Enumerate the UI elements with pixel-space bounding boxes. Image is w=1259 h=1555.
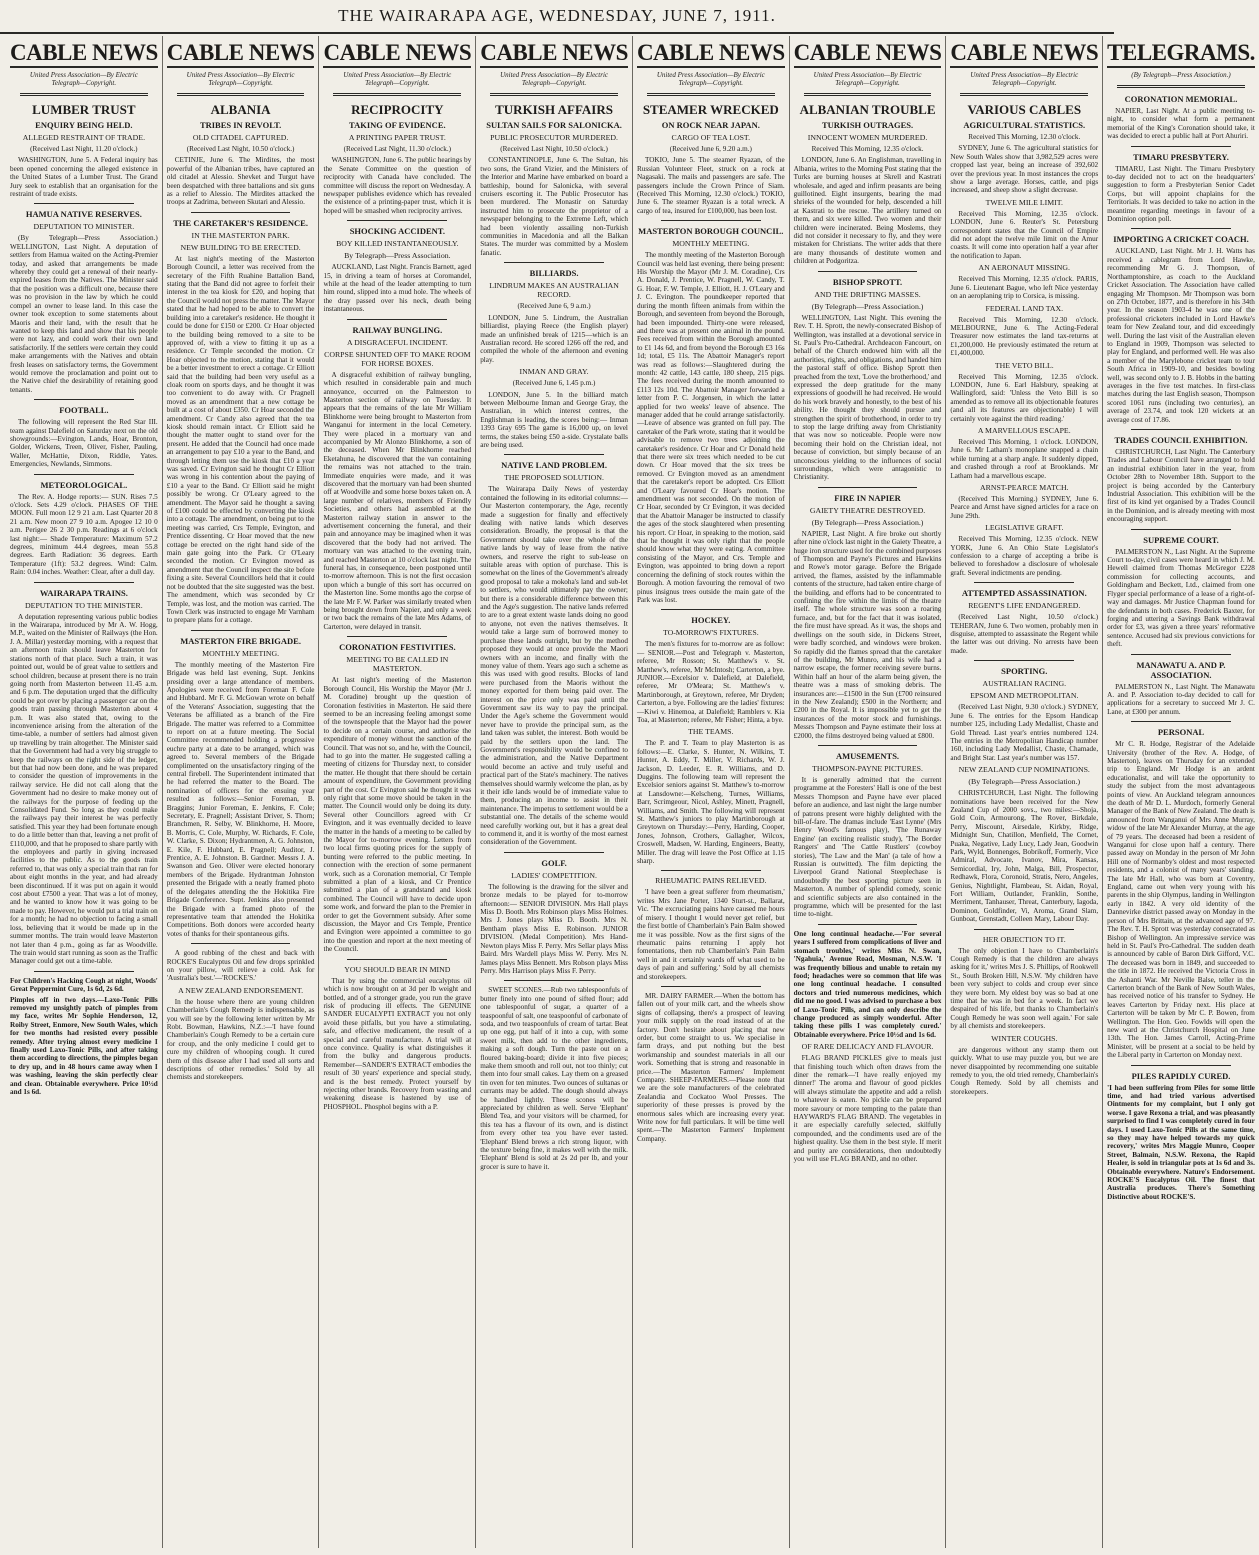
article-text: The following will represent the Red Star III. team against Dalefield on Saturday next on the old showgrounds:—Evington, Lands, Hoar, Bronton, Golder, Wickens, Treen, Oliver, Fisher, Pauling, Waller, McHattie, Dixon, Riddle, Yates. Emergencies, Newlands, Simmons.	[10, 418, 158, 469]
article-text: (Received This Morning.) SYDNEY, June 6. Pearce and Arnst have signed articles for a race on June 29th.	[950, 495, 1099, 520]
divider	[347, 319, 447, 320]
column-title: CABLE NEWS	[950, 40, 1098, 68]
headline: BISHOP SPROTT.	[832, 276, 903, 287]
subheadline: AGRICULTURAL STATISTICS.	[963, 120, 1086, 130]
advertisement: 'I have been a great sufferer from rheumatism,' writes Mrs Jane Porter, 1340 Sturt-st., Ballarat, Vic. 'The excruciating pains have caused me hours of misery. I thought I would never get relief, but the first bottle of Chamberlain's Pain Balm showed me it was possible. Now as the first signs of the rheumatic pains returning I apply hot fomentations, then rub Chamberlain's Pain Balm well in and it certainly wards off what used to be days of pain and suffering.' Sold by all chemists and storekeepers.	[636, 888, 785, 981]
column-title: CABLE NEWS	[10, 40, 158, 68]
column-title: CABLE NEWS	[637, 40, 785, 68]
divider	[504, 262, 604, 263]
headline: CORONATION FESTIVITIES.	[339, 642, 456, 653]
divider	[347, 636, 447, 637]
article-text: A disgraceful exhibition of railway bungling, which resulted in considerable pain and much annoyance, occurred on the Palmerston to Masterton section of railway on Tuesday. It appears that the remains of the late Mr William Blinkhorne were being brought to Masterton from Wanganui for interment in the local Cemetery. They were placed in a mortuary van and accompanied by Mr Alonzo Blinkhorne, a son of the deceased. When Mr Blinkhorne reached Eketahuna, he discovered that the van containing the remains was not attached to the train. Immediate enquiries were made, and it was discovered that the mortuary van had been shunted off at Woodville and some horse boxes taken on. A large number of relatives, members of Friendly Societies, and others had assembled at the Masterton railway station in answer to the advertisement concerning the funeral, and their pain and annoyance may be imagined when it was discovered that the body had not arrived. The mortuary van was attached to the evening train, and reached Masterton at 10 o'clock last night. The funeral has, in consequence, been postponed until to-morrow afternoon. This is not the first occasion upon which a bungle of this sort has occurred on the Masterton line. Some months ago the corpse of the late Mr F. W. Parker was similarly treated when being brought down from Napier, and only a week or two back the remains of the late Mrs Adams, of Carterton, were delayed in transit.	[323, 370, 472, 631]
credit-line: United Press Association—By Electric Telegraph—Copyright.	[656, 71, 765, 87]
headline: TRADES COUNCIL EXHIBITION.	[1114, 435, 1248, 445]
divider	[960, 93, 1088, 96]
divider	[661, 220, 761, 221]
headline: A NEW ZEALAND ENDORSEMENT.	[178, 985, 304, 995]
subheadline: A DISGRACEFUL INCIDENT.	[346, 337, 448, 347]
divider	[34, 474, 134, 475]
headline: YOU SHOULD BEAR IN MIND	[344, 964, 451, 974]
subheadline: TURKISH OUTRAGES.	[821, 120, 914, 130]
divider	[818, 271, 918, 272]
subheadline: LADIES' COMPETITION.	[511, 870, 597, 880]
advertisement: SWEET SCONES.—Rub two tablespoonfuls of butter finely into one pound of sifted flour; add one tablespoonful of sugar, a quarter of a teaspoonful of salt, one teaspoonful of carbonate of soda, and two teaspoonfuls of cream of tartar. Beat up one egg, put half of it into a cup, with some sweet milk, then add to the other ingredients, making a soft dough. Turn the paste out on a floured baking-board; divide it into five pieces; make them smooth and roll out, not too thinly; cut them into four small cakes. Lay them on a greased tin oven for ten minutes. Two ounces of sultanas or currants may be added. The dough should always be handled lightly. These scones will be appreciated by children as well. Serve 'Elephant' Blend Tea, and your visitors will be charmed, for this tea has a flavour of its own, and is distinct from every other tea you have ever tasted. 'Elephant' Blend brews a rich strong liquor, with the texture being fine, it makes well with the milk. 'Elephant' Blend is sold at 2s 2d per lb, and your grocer is sure to have it.	[480, 986, 628, 1171]
article-text: It is generally admitted that the current programme at the Foresters' Hall is one of the best Messrs Thompson and Payne have ever placed before an audience, and last night the large number of patrons present were highly delighted with the bill-of-fare. The dramas include 'East Lynne' (Mrs Henry Wood's famous play), 'The Runaway Engine' (an exciting realistic study), 'The Border Rangers' and 'The Cattle Rustlers' (cowboy stories), 'The Law and the Man' (a tale of how a Russian is outwitted). The film depicting the Liverpool Grand National Steeplechase is undoubtedly the best sporting picture seen in Masterton. A number of splendid comedy, scenic and scientific subjects are also contained in the programme, which will be presented for the last time to-night.	[793, 775, 942, 919]
article-text: The P. and T. Team to play Masterton is as follows:—E. Clarke, S. Hunter, N. Wilkins, T. Hunter, A. Eddy, T. Miller, V. Richards, W. J. Jackson, D. Leeder, E. R. Williams, and D. Duggins. The following team will represent the Excelsior seniors against St. Matthew's to-morrow at Lansdowne:—Kelscheng, Turnes, Williams, Barr, Scrimgeour, Nicol, Ashley, Minett, Pragnell, Williams, and Smith. The following will represent St. Matthew's juniors to play Martinborough at Greytown on Thursday:—Perry, Harding, Cooper, Jones, Johnson, Crothers, Gallagher, Wilcox, Croswell, Madsen, W. Harding, Engineers, Beatty, Miller. The drag will leave the Post Office at 1.15 sharp.	[636, 739, 785, 866]
article-text: The Rev. A. Hodge reports:— SUN. Rises 7.5 o'clock. Sets 4.29 o'clock. PHASES OF THE MOON. Full moon 12 9 21 a.m. Last Quarter 20 8 21 a.m. New moon 27 9 10 a.m. Apogee 12 10 0 a.m. Perigee 26 2 30 p.m. Readings at 6 o'clock last night:— Shade Temperature: Maximum 57.2 degrees, minimum 44.4 degrees, mean 55.8 degrees. Earth Radiation: 36 degrees. Earth Temperature (1ft): 53.2 degrees. Wind: Calm. Rain: 0.04 inches. Weather: Clear, after a dull day.	[10, 492, 158, 577]
dateline: (Received Last Night, 10.50 o'clock.)	[500, 145, 608, 153]
divider	[661, 609, 761, 610]
subheadline: ALLEGED RESTRAINT OF TRADE.	[22, 133, 146, 142]
headline: STEAMER WRECKED	[642, 102, 779, 117]
headline: METEOROLOGICAL.	[40, 479, 128, 490]
advertisement: In the house where there are young children Chamberlain's Cough Remedy is indispensable, as you will see by the following letter written by Mr Robt. Bowman, Hawkins, N.Z.:—'I have found Chamberlain's Cough Remedy to be a certain cure for croup, and the only medicine I could get to cure my children of whooping cough. It cured them of this disease after I had used all sorts and descriptions of other remedies.' Sold by all chemists and storekeepers.	[166, 997, 315, 1082]
article-text: CONSTANTINOPLE, June 6. The Sultan, his two sons, the Grand Vizier, and the Ministers of the Interior and Marine have embarked on board a battleship, bound for Salonicka, with several cruisers escorting it. The Public Prosecutor has been murdered. The Monastir on Saturday instructed him to prosecute the proprietor of a newspaper belonging to the Extreme Left, which had been violently assailing non-Turkish communities in Macedonia and all the Balkan States. The murder was committed by a Moslem fanatic.	[480, 156, 628, 257]
subheadline: ENQUIRY BEING HELD.	[35, 120, 133, 130]
article-text: (Received Last Night, 9.30 o'clock.) SYDNEY, June 6. The entries for the Epsom Handicap number 125, including Lady Medallist, Chaste and Gold Thread. Last year's entries numbered 124. The entries in the Metropolitan Handicap number 160, including Lady Medallist, Chaste, Chamade, and Bright Star. Last year's number was 157.	[950, 703, 1099, 762]
credit-line: United Press Association—By Electric Telegraph—Copyright.	[186, 71, 295, 87]
headline: AMUSEMENTS.	[836, 750, 900, 761]
article-text: Received This Morning, 12.35 o'clock. LONDON, June 6. Earl Halsbury, speaking at Wallingford, said: 'Unless the Veto Bill is so amended as to remove all its objectionable features (and all its features are objectionable) I will certainly vote against the third reading.'	[950, 372, 1099, 423]
dateline: (Received Last Night, 10.50 o'clock.)	[186, 145, 295, 153]
headline: MASTERTON BOROUGH COUNCIL.	[638, 226, 784, 237]
subheadline: TWELVE MILE LIMIT.	[985, 197, 1063, 207]
article-text: CHRISTCHURCH, Last Night. The following nominations have been received for the New Zealand Cup of 2000 sovs., two miles:—Shoja, Gold Coin, Armourong, The Rover, Birkdale, Perry, Miscount, Airsedale, Kirkby, Ridge, Midnight Sun, Chatillon, Menfield, The Cornet, Puaka, Negative, Lady Lucy, Lady Jean, Goodwin Park, Wyld, Bonnenges, Bobrikoff, Formerly, Vice Admiral, Advocate, Ivanov, Mira, Kansas, Semicordial, Iry, John, Malga, Bill, Prospector, Redhawk, Flora, Coronoid, Stratis, Nero, Angeles, Genius, Nightlight, Flambeau, St. Aidan, Royal, Fort William, Outlander, Franklin, Sonthe, Merriment, Tanhauser, Threat, Canterbury, Iagoda, Dominon, Goldfinder, Vi, Aroma, Grand Slam, Gunboat, Grenstadt, Colleen Mary, Labour Day.	[950, 789, 1099, 924]
subheadline: CARGO OF TEA LOST.	[671, 133, 751, 142]
subheadline: IN THE MASTERTON PARK.	[191, 230, 290, 240]
divider	[504, 980, 604, 981]
column-title: CABLE NEWS	[480, 40, 628, 68]
headline: OF RARE DELICACY AND FLAVOUR.	[801, 1042, 934, 1052]
subheadline: FEDERAL LAND TAX.	[985, 303, 1064, 313]
headline: PILES RAPIDLY CURED.	[1131, 1070, 1231, 1081]
subheadline: MEETING TO BE CALLED IN MASTERTON.	[346, 655, 449, 674]
advertisement: are dangerous without any stamp them out quickly. What to use may puzzle you, but we are never disappointed by recommending one suitable remedy to you, the old tried remedy, Chamberlain's Cough Remedy. Sold by all chemists and storekeepers.	[950, 1045, 1099, 1096]
advertisement: 'I had been suffering from Piles for some little time, and had tried various advertised Ointments for my complaint, but I only got worse. I gave Rexona a trial, and was pleasantly surprised to find I was completely cured in four days. I used Laxo-Tonic Pills at the same time, so they may have helped towards my quick recovery,' writes Mrs Maggie Munro, Cooper Street, Balmain, N.S.W. Rexona, the Rapid Healer, is sold in triangular pots at 1s 6d and 3s. Obtainable everywhere. Nature's Endorsement. ROCKE'S Eucalyptus Oil. The finest that Australia produces. There's Something Distinctive about ROCKE'S.	[1107, 1083, 1255, 1201]
masthead: THE WAIRARAPA AGE, WEDNESDAY, JUNE 7, 1911.	[0, 6, 1114, 34]
article-text: LONDON, June 6. An Englishman, travelling in Albania, writes to the Morning Post stating that the Turks are burning houses at Skrell and Kastrati wholesale, and aged and infirm peasants are being guillotined. Eight insurgents, bearing the mad shrieks of the wounded for help, descended a hill at Kastrati to the rescue. The artillery turned on them, and six were killed. Two women and their children were incinerated. Being Moslems, they did not consider it necessary to fly, and they were mistaken for Christians. The writer adds that there are many thousands of destitute women and children at Podgoritza.	[793, 156, 942, 266]
headline: GOLF.	[541, 857, 567, 868]
divider	[490, 93, 618, 96]
article-text: Received This Morning, 12.30 o'clock. MELBOURNE, June 6. The Acting-Federal Treasurer now estimates the land tax-returns at £1,200,000. He previously estimated the return at £1,400,000.	[950, 315, 1099, 358]
subheadline: THE VETO BILL.	[994, 360, 1054, 370]
subheadline: (By Telegraph—Press Association.)	[811, 301, 924, 311]
subheadline: PUBLIC PROSECUTOR MURDERED.	[490, 133, 619, 142]
divider	[974, 582, 1074, 583]
headline: NATIVE LAND PROBLEM.	[501, 460, 607, 471]
article-text: The men's fixtures for to-morrow are as follow:— SENIOR.—Post and Telegraph v. Masterton, referee, Mr Rosson; St. Matthew's v. St. Matthew's, referee, Mr McIntosh; Carterton, a bye. JUNIOR.—Excelsior v. Dalefield, at Dalefield, referee, Mr O'Meara; St. Matthew's v. Martinborough, at Greytown, referee, Mr Dryden; Carterton, a bye. Following are the ladies' fixtures:—Kiwi v. Hinemoa, at Dalefield; Ramblers v. Kia Toa, at Masterton; referee, Mr Fisher; Hinta, a bye.	[636, 640, 785, 724]
headline: SPORTING.	[1001, 666, 1048, 677]
subheadline: OLD CITADEL CAPTURED.	[192, 133, 289, 142]
advertisement: That by using the commercial eucalyptus oil which is now brought on at 3d per lb weight and bottled, and of a stronger grade, you run the grave risk of producing ill effects. The GENUINE SANDER EUCALYPTI EXTRACT you not only avoid these pitfalls, but you have a stimulating, safe, and effective medicament, the result of a special and careful manufacture. A trial will at once convince. Quality is what distinguishes it from the bulky and dangerous products. Remember—SANDER'S EXTRACT embodies the result of 30 years' experience and special study, and is the best remedy. Protect yourself by rejecting other brands. Recovery from wasting and weakening disease is hastened by use of PHOSPHOL. Phosphol begins with a P.	[323, 976, 472, 1111]
divider	[333, 93, 461, 96]
column-3	[319, 36, 476, 1548]
subheadline: EPSOM AND METROPOLITAN.	[970, 691, 1079, 701]
subheadline: A PRINTING PAPER TRUST.	[348, 133, 446, 142]
column-title: CABLE NEWS	[794, 40, 942, 68]
dateline: (Received June 6, 1.45 p.m.)	[512, 379, 596, 388]
credit-line: United Press Association—By Electric Telegraph—Copyright.	[343, 71, 452, 87]
article-text: TIMARU, Last Night. The Timaru Presbytery to-day decided not to act on the headquarters' suggestion to form a Presbyterian Senior Cadet Corps, but will appoint chaplains for the Territorials. It was decided to take no action in the meantime regarding meetings in favour of a Dominion option poll.	[1107, 164, 1255, 224]
headline: IMPORTING A CRICKET COACH.	[1113, 234, 1249, 245]
divider	[974, 660, 1074, 661]
article-text: (By Telegraph—Press Association.) WELLINGTON, Last Night. A deputation of settlers from Hamua waited on the Acting-Premier today, and asked that arrangements be made whereby they could get a renewal of their nearly-expired leases from the Natives. The Minister said that the position was a difficult one, because there was no provision in the law by which he could compel an owner to lease land. In this case the owner took exception to some statements about Maoris and their land, with the result that he wanted to keep this land and show that his people were not lazy, and could work their own land satisfactorily. If the settlers were certain they could make arrangements with the Natives and obtain fresh leases on satisfactory terms, the Government would remove the proclamation and point out to the Native chief the desirability of retaining good tenants.	[10, 234, 158, 394]
subheadline: LEGISLATIVE GRAFT.	[985, 523, 1064, 533]
headline: ALBANIAN TROUBLE	[799, 102, 936, 117]
article-text: NAPIER, Last Night. A fire broke out shortly after nine o'clock last night in the Gaiety Theatre, a huge iron structure used for the combined purposes of Thompson and Payne's Pictures and Hawkins and Rowe's motor garage. Before the Brigade arrived, the flames, assisted by the inflammable contents of the structure, had taken entire charge of the building, and efforts had to be concentrated to confining the fire within the limits of the theatre itself. The whole structure was soon a roaring furnace, and, but for the fact that it was isolated, the fire must have spread. As it was, the shops and dwellings on the south side, in Dickens Street, were badly scorched, and windows were broken. So rapidly did the flames spread that the caretaker of the building, Mr Munro, and his wife had a narrow escape, the former receiving severe burns. Within half an hour of the alarm being given, the theatre was a mass of smoking debris. The insurances are:—£1500 in the Sun (£700 reinsured in the New Zealand); £500 in the Northern; and £200 in the Royal. It is impossible yet to get the insurances of the motor stock and furnishings. Messrs Thompson and Payne estimate their loss at £2000, the films destroyed being valued at £800.	[793, 529, 942, 740]
subheadline: NEW ZEALAND CUP NOMINATIONS.	[958, 765, 1090, 775]
headline: RECIPROCITY	[351, 102, 444, 117]
article-text: CETINJE, June 6. The Mirdites, the most powerful of the Albanian tribes, have captured an old citadel at Alessio. Shevket and Turgut have been despatched with three battalions and six guns as a relief to Alessio. The Mirdites attacked the troops at Zadrima, between Skutari and Alessio.	[166, 156, 315, 207]
divider	[1131, 721, 1231, 722]
article-text: Received This Morning, 12.35 o'clock. PARIS, June 6. Lieutenant Bague, who left Nice yesterday on an aeroplaning trip to Corsica, is missing.	[950, 275, 1099, 301]
subheadline: By Telegraph—Press Association.	[344, 251, 451, 261]
dateline: (Received Last Night, 11.30 o'clock.)	[343, 145, 452, 153]
divider	[1131, 1065, 1231, 1066]
headline: MASTERTON FIRE BRIGADE.	[180, 635, 301, 646]
subheadline: TO-MORROW'S FIXTURES.	[662, 628, 759, 638]
divider	[974, 929, 1074, 930]
headline: BILLIARDS.	[529, 268, 579, 279]
subheadline: GAIETY THEATRE DESTROYED.	[809, 505, 926, 515]
subheadline: A MARVELLOUS ESCAPE.	[977, 425, 1071, 435]
article-text: AUCKLAND, Last Night. Mr J. H. Watts has received a cablegram from Lord Hawke, recommending Mr G. J. Thompson, of Northamptonshire, as coach to the Auckland Cricket Association. The Association have called engaging Mr Thompson. Mr Thompson was born on 27th October, 1877, and is therefore in his 34th year. In the season 1903-4 he was one of the professional cricketers included in Lord Hawke's team for New Zealand tour, and did exceedingly well. During the last visit of the Australian eleven to England in 1909, Thompson was selected to play for England, and performed well. He was also a member of the Marylebone cricket team to tour South Africa in 1909-10, and besides bowling well, was second only to J. B. Hobbs in the batting averages in the five test matches. In first-class matches during the last English season, Thompson scored 1061 runs (including two centuries), an average of 23.74, and took 120 wickets at an average cost of 17.86.	[1107, 247, 1255, 424]
headline: FIRE IN NAPIER	[834, 492, 901, 503]
advertisement: MR. DAIRY FARMER.—When the bottom has fallen out of your milk cart, and the wheels show signs of collapsing, there's a prospect of leaving your milk supply on the road instead of at the factory. Don't hesitate about placing that new order, but come straight to us. We specialise in farm drays, and put nothing but the best workmanship and soundest materials in all our work. Something that is strong and reasonable in price.—The Masterton Farmers' Implement Company. SHEEP-FARMERS.—Please note that we are the sole manufacturers of the celebrated Zealandia and Cockatoo Wool Presses. The superiority of these presses is proved by the enormous sales which are increasing every year. Write now for full particulars. It will be time well spent.—The Masterton Farmers' Implement Company.	[636, 991, 785, 1143]
divider	[191, 630, 291, 631]
divider	[347, 220, 447, 221]
article-text: LONDON, June 5. In the billiard match between Melbourne Inman and George Gray, the Australian, in which interest centres, the Englishman is leading, the scores being:— Inman 1393 Gray 695 The game is 16,000 up, on level terms, the stakes being £50 a-side. Crystalate balls are being used.	[480, 390, 628, 449]
divider	[1131, 654, 1231, 655]
divider	[34, 971, 134, 972]
headline: HAMUA NATIVE RESERVES.	[25, 209, 142, 220]
dateline: (Received June 6, 9 a.m.)	[517, 302, 591, 311]
headline: TIMARU PRESBYTERY.	[1133, 151, 1229, 162]
article-text: PALMERSTON N., Last Night. The Manawatu A. and P. Association to-day decided to call for applications for a secretary to succeed Mr J. C. Lane, at £300 per annum.	[1107, 682, 1255, 716]
subheadline: ARNST-PEARCE MATCH.	[980, 483, 1069, 492]
subheadline: THOMPSON-PAYNE PICTURES.	[812, 763, 923, 773]
column-8	[1103, 36, 1259, 1548]
subheadline: DEPUTATION TO MINISTER.	[33, 222, 135, 232]
credit-line: United Press Association—By Electric Telegraph—Copyright.	[813, 71, 922, 87]
divider	[647, 93, 775, 96]
advertisement: The only objection I have to Chamberlain's Cough Remedy is that the children are always asking for it,' writes Mrs J. S. Phillips, of Rookwell St., South Broken Hill, N.S.W. 'My children have been very subject to colds and croup ever since they were born. My eldest boy was so bad at one time that he was in bed for a week. In fact we despaired of his life, but thanks to Chamberlain's Cough Remedy he was soon well again.' For sale by all chemists and storekeepers.	[950, 946, 1099, 1031]
divider	[34, 203, 134, 204]
subheadline: REGENT'S LIFE ENDANGERED.	[968, 601, 1081, 611]
article-text: LONDON, June 5. Lindrum, the Australian billiardist, playing Reece (the English player) made an unfinished break of 1215—which is an Australian record. He scored 1266 off the red, and compiled the whole of the afternoon and evening play.	[480, 313, 628, 364]
column-4	[476, 36, 633, 1548]
article-text: WASHINGTON, June 5. A Federal inquiry has been opened concerning the alleged existence in the United States of a Lumber Trust. The Grand Jury seek to establish that an organisation for the restraint of trade exists.	[10, 156, 158, 199]
divider	[177, 93, 305, 96]
subheadline: MONTHLY MEETING.	[202, 648, 280, 658]
headline: SHOCKING ACCIDENT.	[349, 226, 445, 237]
divider	[818, 487, 918, 488]
headline: PERSONAL	[1157, 727, 1205, 738]
article-text: Mr C. R. Hodge, Registrar of the Adelaide University (brother of the Rev. A. Hodge, of Masterton), leaves on Thursday for an extended trip to England. Mr Hodge is an ardent educationalist, and will take the opportunity to study the subject from the most advantageous points of view. An Auckland telegram announces the death of Mr D. L. Murdoch, formerly General Manager of the Bank of New Zealand. The death is announced from Wanganui of Mrs Anne Murray, widow of the late Mr Alexander Murray, at the age of 79 years. The deceased had been a resident of Wanganui for close upon half a century. There passed away on Monday in the person of Mr John Hill one of Normanby's oldest and most respected residents, and a colonist of many years' standing. The late Mr Hall, who was born at Coventry, England, came out when very young with his parents in the ship Olympus, landing in Wellington early in 1842. A very old identity of the Dannevirke district passed away on Monday in the person of Mrs Brittain, at the advanced age of 97. The Rev. T. H. Sprott was yesterday consecrated as Bishop of Wellington. An impressive service was held in St. Paul's Pro-Cathedral. The sudden death is announced by cable of Baron Dirk Gifford, V.C. The deceased was born in 1849, and succeeded to the title in 1872. He received the Victoria Cross in the Ashanti War. Mr Neville Balse, teller in the Carterton branch of the Bank of New South Wales, has received notice of his transfer to Sydney. He leaves Carterton by Friday next. His place at Carterton will be taken by Mr C. P. Bowen, from Wellington. The Hon. Geo. Fowlds will open the new ward at the Christchurch Hospital on June 13th. The Hon. James Carroll, Acting-Prime Minister, will be present at a social to be held by the Liberal party in Carterton on Monday next.	[1107, 740, 1255, 1060]
headline: THE CARETAKER'S RESIDENCE.	[173, 217, 308, 228]
headline: MANAWATU A. AND P. ASSOCIATION.	[1136, 659, 1226, 680]
subheadline: (By Telegraph—Press Association.)	[811, 517, 924, 527]
subheadline: AN AERONAUT MISSING.	[978, 263, 1071, 273]
subheadline: AUSTRALIAN RACING.	[982, 679, 1067, 689]
headline: VARIOUS CABLES	[967, 102, 1082, 117]
headline: HER OBJECTION TO IT.	[982, 934, 1066, 944]
headline: ALBANIA	[210, 102, 271, 117]
article-text: (Received Last Night, 10.50 o'clock.) TEHERAN, June 6. Two women, probably men in disguise, attempted to assassinate the Regent while the latter was out driving. No arrests have been made.	[950, 613, 1099, 655]
dateline: (Received June 6, 9.20 a.m.)	[669, 145, 752, 153]
subheadline: LINDRUM MAKES AN AUSTRALIAN RECORD.	[489, 281, 619, 300]
column-6	[790, 36, 947, 1548]
headline: RAILWAY BUNGLING.	[352, 324, 443, 335]
credit-line: United Press Association—By Electric Telegraph—Copyright.	[970, 71, 1079, 87]
subheadline: (By Telegraph—Press Association.)	[968, 777, 1081, 787]
subheadline: AND THE DRIFTING MASSES.	[814, 289, 921, 299]
article-text: WELLINGTON, Last Night. This evening the Rev. T. H. Sprott, the newly-consecrated Bishop of Wellington, was installed at a devotional service in St. Paul's Pro-Cathedral. Archdeacon Fancourt, on behalf of the Church endowed him with all the authorities, rights, and obligations, and handed him the pastoral staff of office. Bishop Sprott then preached from the text, 'Love the brotherhood,' and expressed the deep gratitude for the many expressions of goodwill he had received. He would do his work bravely and honestly, to the best of his ability. He thought they should pursue and strengthen the spirit of brotherhood, in order to try to stop the large drifting away from Christianity that was now so noticeable. People were now becoming their hold on the Christian ideal, not because of conviction, but simply because of an unconscious yielding to the influences of social surroundings, which were antagonistic to Christianity.	[793, 313, 942, 482]
article-text: CHRISTCHURCH, Last Night. The Canterbury Trades and Labour Council have arranged to hold an industrial exhibition later in the year, from October 28th to November 18th. Support to the project is being accorded by the Canterbury Industrial Association. This exhibition will be the first of its kind yet organised by a Trades Council in the Dominion, and is already meeting with most encouraging support.	[1107, 448, 1255, 524]
subheadline: DEPUTATION TO THE MINISTER.	[25, 600, 143, 610]
advertisement: FLAG BRAND PICKLES give to meals just that finishing touch which often draws from the diner the remark—'I have really enjoyed my dinner!' The aroma and flavour of good pickles will always stimulate the appetite and add a relish to whatever is eaten. No pickle can be prepared more savoury or more tempting to the palate than HAYWARD'S FLAG BRAND. The vegetables in it are especially carefully selected, skilfully compounded, and the condiments used are of the highest quality. Use them in the best style. If merit and purity are considerations, then undoubtedly you will use FLAG BRAND, and no other.	[793, 1054, 942, 1164]
dateline: Received This Morning, 12.30 o'clock.	[968, 133, 1081, 141]
article-text: SYDNEY, June 6. The agricultural statistics for New South Wales show that 3,982,529 acres were cropped last year, being an increase of 392,602 over the previous year. In most instances the crops show a large average. Horses, cattle, and pigs increased, and sheep show a slight decrease.	[950, 144, 1099, 195]
column-1	[6, 36, 163, 1548]
headline: SUPREME COURT.	[1143, 534, 1219, 545]
column-7	[946, 36, 1103, 1548]
column-title: CABLE NEWS	[323, 40, 471, 68]
article-text: A deputation representing various public bodies in the Wairarapa, introduced by Mr A. W. Hogg, M.P., waited on the Minister of Railways (the Hon. J. A. Millar) yesterday morning, with a request that an afternoon train should leave Masterton for stations north of that place. Such a train, it was pointed out, would be of great value to settlers and school children, because at present there is no train going north from Masterton between 11.45 a.m. and 6 p.m. The deputation urged that the difficulty could be got over by placing a passenger car on the goods train passing through Masterton about 4 p.m. It was also stated that, owing to the inconvenience arising from the alteration of the time-table, a number of settlers had almost given up travelling by train altogether. The Minister said that the Government had had a very big struggle to keep the railways on the right side of the ledger, but that had now been done, and he was prepared to consider the question of improvements in the railway service. He did not call along that the Government had no desire to make money out of the railways for the purpose of feeding up the Consolidated Fund. So long as they could make the railways pay their interest he was perfectly satisfied. This year they had been fortunate enough to do a little better than that, leaving a net profit of £110,000, and that he proposed to share partly with the employees and partly in giving increased facilities to the public. As to the goods train referred to, that was only a special train that ran for about eight months in the year, and had already been discontinued. If it was put on again it would cost about £7500 a year. That was a lot of money, and he wanted to know how it was going to be made to pay. However, he would put a trial train on for a month; he had no objection to facing a small loss, believing that it would be made up in the summer months. The train would leave Masterton not later than 4 p.m., going as far as Woodville. The train would start running as soon as the Traffic Manager could get out a time-table.	[10, 612, 158, 966]
advertisement: A good rubbing of the chest and back with ROCKE'S Eucalyptus Oil and few drops sprinkled on your pillow, will relieve a cold. Ask for 'Australia's best.'—'ROCKE'S.'	[166, 949, 315, 983]
subheadline: SULTAN SAILS FOR SALONICKA.	[486, 120, 622, 130]
dateline: Received This Morning, 12.35 o'clock.	[811, 145, 924, 153]
article-text: The Wairarapa Daily News of yesterday contained the following in its editorial columns:—Our Masterton contemporary, the Age, recently made a suggestion for finally and effectively dealing with native lands which deserves consideration. Broadly, the proposal is that the Government should take over the whole of the native lands by way of lease from the native owners, and reserve the right to sub-lease on suitable areas with option of purchase. This is somewhat on the lines of the Government's already good proposal to take a mokoha's land and sub-let to settlers, who would ultimately pay the owner; but there is a considerable difference between this and the Age's suggestion. The native lands referred to are to a great extent waste lands doing no good to anyone, not even the natives themselves. It would take a large sum of borrowed money to purchase these lands outright, but by the method proposed they would at once provide the Maori owners with an income, and finally with the money value of them. Years ago such a scheme as this was used with good results. Blocks of land were purchased from the Maoris without the money exported for them being paid over. The interest on the price only was paid until the Government saw its way to pay the principal. Under the Age's scheme the Government would never have to provide the principal sum, as the land taken was sublet, the interest. Both would be paid by the settlers upon the land. The Government's responsibility would be confined to the administration, and the Native Department would become an active and truly useful and practical part of the State's machinery. The natives themselves should warmly welcome the plan, as by it their idle lands would be of immediate value to them, producing an income to assist in their maintenance. The impetus to settlement would be a substantial one. The details of the scheme would need carefully working out, but it has a great deal to commend it, and it is worthy of the most earnest consideration of the Government.	[480, 485, 628, 847]
headline: RHEUMATIC PAINS RELIEVED.	[655, 876, 767, 886]
column-5	[633, 36, 790, 1548]
dateline: (Received Last Night, 11.20 o'clock.)	[30, 145, 138, 153]
subheadline: ON ROCK NEAR JAPAN.	[661, 120, 760, 130]
divider	[1131, 429, 1231, 430]
subheadline: CORPSE SHUNTED OFF TO MAKE ROOM FOR HORSE BOXES.	[324, 349, 471, 368]
divider	[661, 870, 761, 871]
article-text: The monthly meeting of the Masterton Borough Council was held last evening, there being present: His Worship the Mayor (Mr J. M. Coradine), Crs A. Donald, J. Prentice, W. Pragnell, W. Candy, T. G. Hoar, F. W. Temple, J. Elliott, H. J. O'Leary and J. C. Evington. The poundkeeper reported that during the month fifteen animals from within the Borough, and seventeen from beyond the Borough, had been impounded. Thirty-one were released, and there was at present one animal in the pound. Fees received from within the Borough amounted to £1 14s 6d, and from beyond the Borough £3 16s 1d; total, £5 11s. The Abattoir Manager's report was read as follows:—Slaughtered during the month: 42 cattle, 143 cattle, 180 sheep, 215 pigs. The fees received during the month amounted to £113 12s 10d. The Abattoir Manager forwarded a letter from P. C. Jorgensen, in which the latter applied for two weeks' leave of absence. The manager added that he could arrange satisfactorily.—Leave of absence was granted on full pay. The caretaker of the Park wrote, stating that it would be advisable to remove two trees adjoining the caretaker's residence. Cr Hoar and Cr Donald held that there were six trees which needed to be cut down. Cr Hoar moved that the six trees be removed. Cr Evington moved as an amendment that the caretaker's report be adopted. Crs Elliott and O'Leary favoured Cr Hoar's motion. The amendment was not seconded. On the motion of Cr Hoar, seconded by Cr Evington, it was decided that the Abattoir Manager be instructed to classify the ages of the stock slaughtered when presenting his report. Cr Hoar, in speaking to the motion, said that he thought it was only right that the people should know what they were eating. A committee consisting of the Mayor, and Crs. Temple and Evington, was appointed to bring down a report concerning the defining of stock routes within the Borough. A motion favouring the removal of two pinus insignus trees outside the main gate of the Park was lost.	[636, 251, 785, 604]
headline: WAIRARAPA TRAINS.	[39, 587, 128, 598]
article-text: At last night's meeting of the Masterton Borough Council, His Worship the Mayor (Mr J. M. Coradine) brought up the question of Coronation festivities in Masterton. He said there seemed to be an increasing feeling amongst some of the townspeople that the Mayor had the power to decide on a certain course, and authorise the expenditure of money without the sanction of the Council. That was not so, and he, with the Council, had to go into the matter. He suggested calling a meeting of citizens for Thursday next, to consider the matter. He thought that there should be certain amount of expenditure, the Government providing part of the cost. Cr Evington said he thought it was only right that some move should be taken in the matter. The Council would only be doing its duty. Several other Councillors agreed with Cr Evington, and it was eventually decided to leave the matter in the hands of a meeting to be called by the Mayor for to-morrow evening. Letters from two local firms quoting prices for the supply of bunting were referred to the public meeting. In connection with the erection of some permanent work, such as a Coronation memorial, Cr Temple submitted a plan of a kiosk, and Cr Prentice submitted a plan of a grandstand and kiosk combined. The Council will have to decide upon some work, and forward the plan to the Premier in order to get the Government subsidy. After some discussion, the Mayor and Crs Temple, Prentice and Evington were appointed a committee to go into the question and report at the next meeting of the Council.	[323, 676, 472, 954]
divider	[1117, 85, 1245, 88]
subheadline: INNOCENT WOMEN MURDERED.	[807, 133, 928, 142]
divider	[504, 454, 604, 455]
headline: TURKISH AFFAIRS	[495, 102, 613, 117]
divider	[347, 959, 447, 960]
divider	[191, 943, 291, 944]
article-text: Received This Morning, 12.35 o'clock. NEW YORK, June 6. An Ohio State Legislator's confession to a charge of accepting a bribe is believed to foreshadow a disclosure of wholesale graft. Several indictments are pending.	[950, 535, 1099, 577]
divider	[191, 212, 291, 213]
advertisement: Pimples off in two days.—Laxo-Tonic Pills removed my unsightly patch of pimples from my face, writes Mr Sophie Henderson, 12, Roiby Street, Enmore, New South Wales, which for two months had resisted every possible remedy. After trying almost every medicine I finally used Laxo-Tonic Pills, and after taking them according to directions, the pimples began to dry up, and in 48 hours came away when I was washing, leaving the skin perfectly clear and clean. Obtainable everywhere. Price 10½d and 1s 6d.	[10, 995, 158, 1096]
subheadline: BOY KILLED INSTANTANEOUSLY.	[336, 239, 459, 249]
credit-line: (By Telegraph—Press Association.)	[1131, 71, 1231, 79]
credit-line: United Press Association—By Electric Telegraph—Copyright.	[29, 71, 138, 87]
article-text: The monthly meeting of the Masterton Fire Brigade was held last evening, Supt. Jenkins presiding over a large attendance of members. Apologies were received from Foreman F. Cole and Hubbard. Mr F. G. McGowan wrote on behalf of the Veterans' Association, suggesting that the Veterans be affiliated as a branch of the Fire Brigade. The matter was referred to a Committee to report on at a future meeting. The Social Committee recommended holding a progressive euchre party at a date to be arranged, which was agreed to. Several members of the Brigade complimented on the unsatisfactory ringing of the central firebell. The Superintendent intimated that he had referred the matter to the Board. The nomination of officers for the ensuing year resulted as follows:—Senior Foreman, B. Braggins; Junior Foreman, E. Jenkins, F. Cole; Secretary, E. Pragnell; Assistant Driver, S. Thorn; Branchmen, R. Selby, W. Blinkhorne, H. Moore, B. Morris, C. Cole, Murphy, W. Richards, F. Cole, W. Clarke, S. Dixon; Hydrantmen, A. G. Johnston, E. Kile, F. Hubbard, E. Pragnell; Auditor, J. Prentice, A. E. Johnston. B. Gardner. Messrs J. A. Swanson and Geo. Oliver were elected honorary members of the Brigade. Hydrantman Johnston presented the Brigade with a neatly framed photo of the delegates attending the the Hokitika Fire Brigade Conference. Supt. Jenkins also presented the Brigade with a framed photo of the representative team that attended the Hokitika Competitions. Both donors were accorded hearty votes of thanks for their spontaneous gifts.	[166, 660, 315, 938]
subheadline: TAKING OF EVIDENCE.	[349, 120, 446, 130]
divider	[818, 924, 918, 925]
article-text: WASHINGTON, June 6. The public hearings by the Senate Committee on the question of reciprocity with Canada have concluded. The committee will discuss the report on Wednesday. A newspaper publishes evidence which has revealed the existence of a printing-paper trust, which it is hoped will be smashed when reciprocity arrives.	[323, 156, 472, 215]
divider	[818, 745, 918, 746]
article-text: PALMERSTON N., Last Night. At the Supreme Court to-day, civil cases were heard in which J. M. Hewell claimed from Thomas McGregor £228 commission for collecting accounts, and Goldingham and Beckett, Ltd., claimed from one Flyger special performance of a lease of a right-of-way and damages. Mr Justice Chapman found for the defendants in both cases. Frederick Baxter, for forging and uttering a Savings Bank withdrawal order for £3, was given a three years' reformative sentence. Accused had six previous convictions for theft.	[1107, 547, 1255, 649]
divider	[34, 399, 134, 400]
headline: CORONATION MEMORIAL.	[1124, 94, 1238, 104]
subheadline: INMAN AND GRAY.	[519, 367, 589, 377]
article-text: NAPIER, Last Night. At a public meeting to-night, to consider what form a permanent memorial of the King's Coronation should take, it was decided to erect a public hall at Port Ahuriri.	[1107, 107, 1255, 141]
subheadline: TRIBES IN REVOLT.	[199, 120, 282, 130]
subheadline: NEW BUILDING TO BE ERECTED.	[180, 242, 301, 252]
article-text: AUCKLAND, Last Night. Francis Barnett, aged 15, in driving a team of horses at Coromandel, while at the head of the leader attempting to turn him round, slipped into a mud hole. The wheels of the dray passed over his neck, death being instantaneous.	[323, 263, 472, 314]
headline: HOCKEY.	[691, 615, 731, 626]
column-title: CABLE NEWS	[167, 40, 315, 68]
column-2	[163, 36, 320, 1548]
subheadline: THE PROPOSED SOLUTION.	[504, 473, 604, 483]
headline: FOOTBALL.	[59, 405, 109, 416]
divider	[1131, 146, 1231, 147]
article-text: TOKIO, June 5. The steamer Ryazan, of the Russian Volunteer Fleet, struck on a rock at Nagasaki. The mails and passengers are safe. The passengers include the Crown Prince of Siam. (Received This Morning, 12.30 o'clock.) TOKIO, June 6. The steamer Ryazan is a total wreck. A cargo of tea, insured for £100,000, has been lost.	[636, 156, 785, 215]
divider	[1131, 529, 1231, 530]
divider	[504, 852, 604, 853]
advertisement: For Children's Hacking Cough at night, Woods' Great Peppermint Cure, 1s 6d, 2s 6d.	[10, 976, 158, 994]
column-title: TELEGRAMS.	[1107, 40, 1255, 68]
headline: LUMBER TRUST	[32, 102, 136, 117]
article-text: The following is the drawing for the silver and bronze medals to be played for to-morrow afternoon:— SENIOR DIVISION. Mrs Hall plays Miss D. Booth. Mrs Robinson plays Miss Holmes. Mrs J. Jones plays Miss D. Booth. Mrs N. Bentham plays Miss E. Robinson. JUNIOR DIVISION. (Medal Competition). Mrs Hand-Newton plays Miss F. Perry. Mrs Sellar plays Miss Baird. Mrs Wardell plays Miss W. Perry. Mrs N. James plays Miss Bennett. Mrs Robson plays Miss Perry. Mrs Harrison plays Miss F. Perry.	[480, 882, 628, 975]
article-text: At last night's meeting of the Masterton Borough Council, a letter was received from the secretary of the Fifth Ruahine Battalion Band, stating that the Band did not agree to forfeit their interest in the tea kiosk for £20, and hoping that the Council would not press the matter. The Mayor stated that he had hoped to be able to convert the building into a caretaker's residence. He thought it could be done for £150 or £200. Cr Hoar objected to the building being removed to a site to be approved of, with a view to fitting it up as a residence. Cr Temple seconded the motion. Cr Hoar objected to the motion, stating that it would be a better investment to erect a cottage. Cr Elliott said that the building had been very useful as a cloak room on sports days, and he thought it was too convenient to do away with. Cr Pragnell moved as an amendment that a new cottage be built at a cost of about £350. Cr Hoar seconded the amendment. Cr Candy also agreed that the tea kiosk should remain intact. Cr Elliott said he thought the matter ought to stand over for the present. He added that the Council had once made an arrangement to pay £10 a year to the Band, and through letting them use the kiosk that £10 a year was saved. Cr Evington said he thought Cr Elliott was wrong in his contention about the paying of £10 a year to the Band. Cr Elliott said he might possibly be wrong. Cr O'Leary agreed to the amendment. The Mayor said he thought a saving of £100 could be effected by converting the kiosk into a cottage. The amendment, on being put to the meeting was carried, Crs Temple, Evington, and Prentice dissenting. Cr Hoar moved that the new cottage be erected on the right hand side of the main gate going into the Park. Cr O'Leary seconded the motion. Cr Evington moved as amendment that the Council inspect the site before fixing a site. Several Councillors held that it could not be doubted that the site suggested was the best. The amendment, which was seconded by Cr Temple, was lost, and the motion was carried. The Town Clerk was instructed to engage Mr Varnham to prepare plans for a cottage.	[166, 254, 315, 625]
subheadline: MONTHLY MEETING.	[672, 239, 750, 249]
credit-line: United Press Association—By Electric Telegraph—Copyright.	[500, 71, 609, 87]
divider	[1131, 228, 1231, 229]
divider	[34, 582, 134, 583]
headline: ATTEMPTED ASSASSINATION.	[961, 588, 1087, 599]
divider	[661, 986, 761, 987]
article-text: Received This Morning, 1 o'clock. LONDON, June 6. Mr Latham's monoplane snapped a chain while turning at a sharp angle. It suddenly dipped, and crashed through a roof at Brooklands. Mr Latham had a marvellous escape.	[950, 437, 1099, 480]
divider	[20, 93, 148, 96]
advertisement: One long continual headache.—'For several years I suffered from complications of liver and stomach troubles,' writes Miss N. Swan, 'Ngahuia,' Avenue Road, Mosman, N.S.W. 'I was frequently bilious and unable to retain my food; headaches were so common that life was one long continual headache. I consulted doctors and tried numerous medicines, which did me no good. I was advised to purchase a box of Laxo-Tonic Pills, and can only describe the change produced as simply wonderful. After taking these pills I was completely cured.' Obtainable everywhere. Price 10½d and 1s 6d.	[793, 929, 942, 1039]
subheadline: THE TEAMS.	[688, 727, 734, 737]
headline: WINTER COUGHS.	[991, 1033, 1058, 1043]
divider	[804, 93, 932, 96]
columns	[6, 36, 1255, 1548]
article-text: Received This Morning, 12.35 o'clock. LONDON, June 6. Reuter's St. Petersburg correspondent states that the Council of Empire did not adopt the twelve mile limit on the Amur coasts. It will come into operation half a year after the notification to Japan.	[950, 209, 1099, 260]
